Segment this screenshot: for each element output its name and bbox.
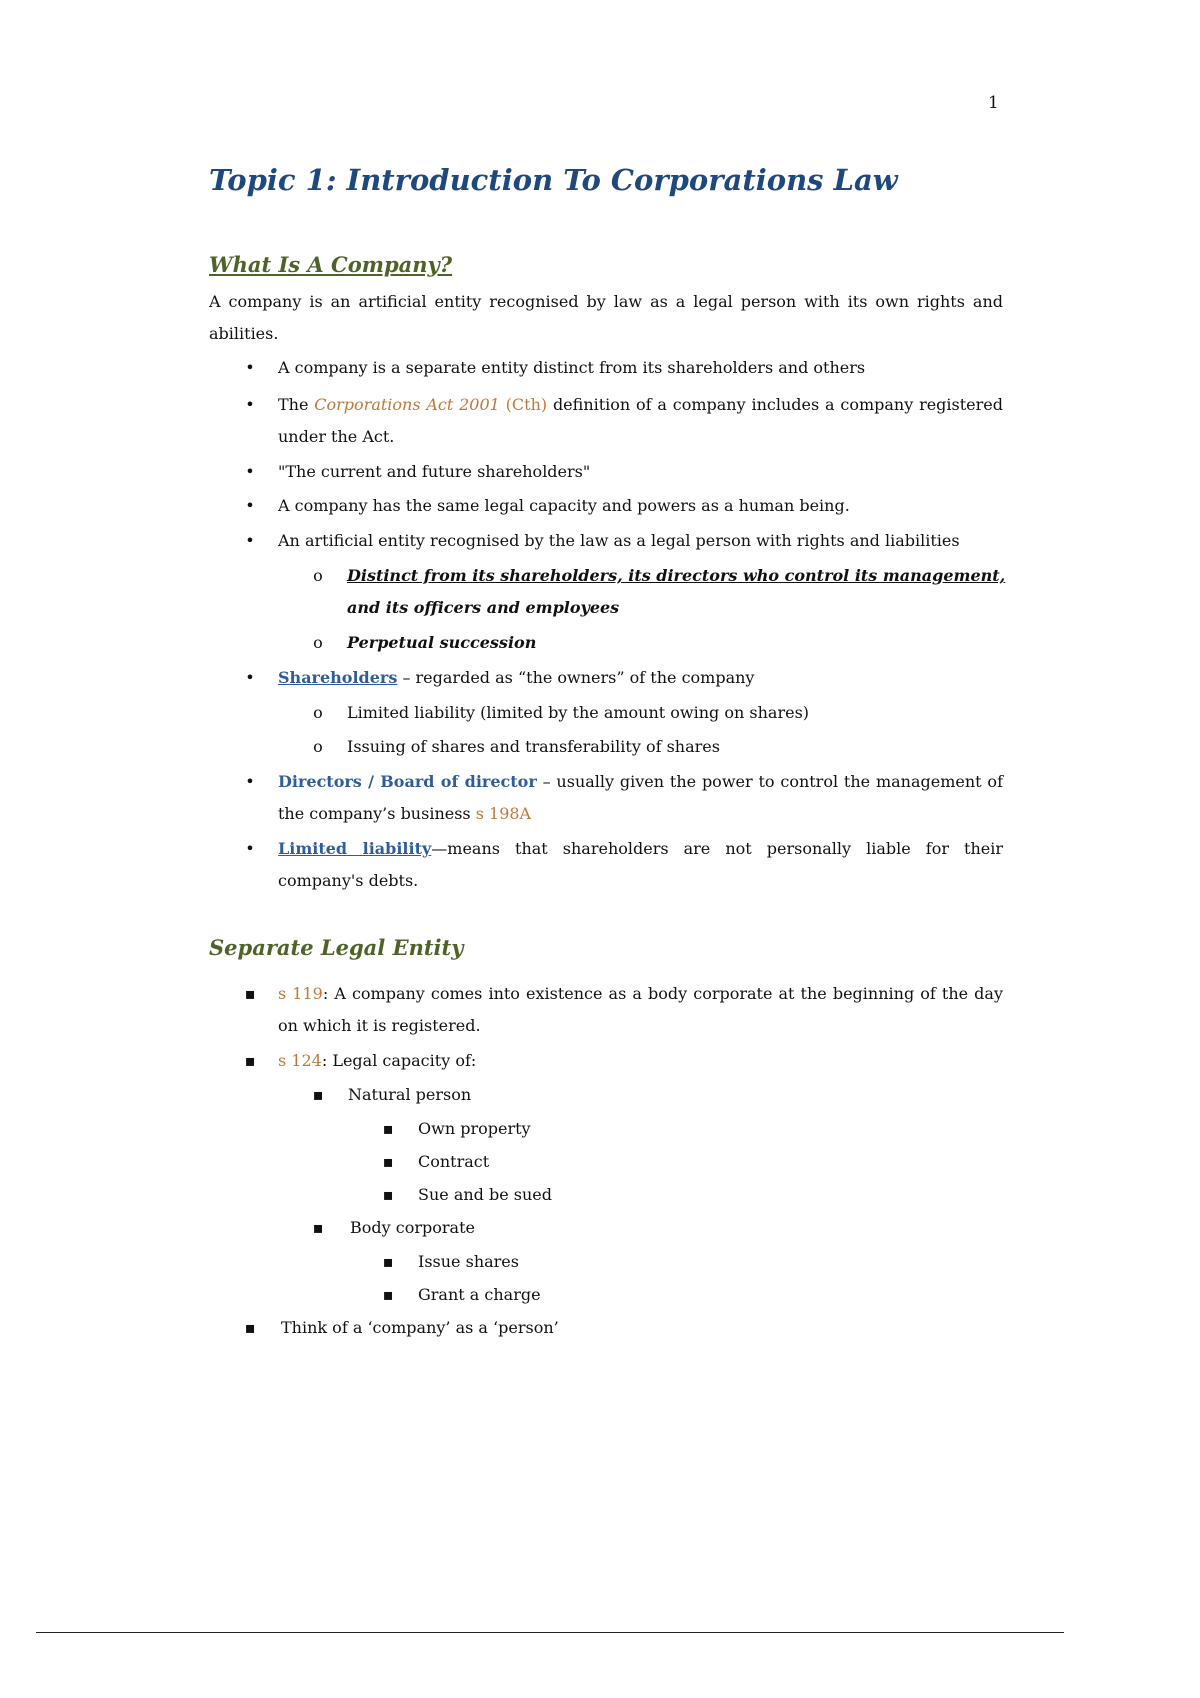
- sub-sub-list-item: Own property: [418, 1119, 531, 1138]
- sub-list-item: Natural person: [348, 1085, 472, 1104]
- list-item-text: – usually given the power to control the management of the company’s business: [278, 772, 1003, 823]
- sub-list-item-text: and its officers and employees: [347, 598, 620, 617]
- term-shareholders: Shareholders: [278, 668, 398, 687]
- bullet-square: ▪: [382, 1252, 394, 1271]
- bullet-circle: o: [313, 566, 323, 585]
- section-heading-what-is-a-company: What Is A Company?: [209, 252, 453, 277]
- bullet-square: ▪: [312, 1085, 324, 1104]
- page-title: Topic 1: Introduction To Corporations Law: [209, 163, 898, 197]
- sub-list-item: [347, 560, 1005, 624]
- sub-list-item: Perpetual succession: [347, 633, 537, 652]
- bullet-dot: •: [245, 496, 255, 515]
- list-item: [278, 389, 1003, 453]
- list-item-text: —means that shareholders are not personally liable for their company's debts.: [278, 839, 1004, 890]
- sub-sub-list-item: Grant a charge: [418, 1285, 541, 1304]
- list-item: A company is a separate entity distinct from its shareholders and others: [278, 358, 866, 377]
- bullet-circle: o: [313, 633, 323, 652]
- list-item: [278, 662, 754, 694]
- bullet-square: ▪: [382, 1285, 394, 1304]
- bullet-square: ▪: [244, 984, 256, 1003]
- list-item: "The current and future shareholders": [278, 462, 591, 481]
- list-item-text: : Legal capacity of:: [321, 1051, 477, 1070]
- list-item: Think of a ‘company’ as a ‘person’: [281, 1318, 559, 1337]
- act-citation: Corporations Act 2001: [314, 395, 500, 414]
- bullet-square: ▪: [312, 1218, 324, 1237]
- bullet-square: ▪: [382, 1152, 394, 1171]
- bullet-circle: o: [313, 703, 323, 722]
- bullet-square: ▪: [244, 1051, 256, 1070]
- list-item-text: The: [278, 395, 315, 414]
- intro-paragraph: A company is an artificial entity recognised by law as a legal person with its own rights and abilities.: [209, 292, 1003, 343]
- list-item: An artificial entity recognised by the law as a legal person with rights and liabilities: [278, 531, 960, 550]
- list-item: A company has the same legal capacity and powers as a human being.: [278, 496, 850, 515]
- bullet-dot: •: [245, 358, 255, 377]
- list-item-text: – regarded as “the owners” of the company: [397, 668, 755, 687]
- bullet-circle: o: [313, 737, 323, 756]
- bullet-square: ▪: [244, 1318, 256, 1337]
- bullet-dot: •: [245, 839, 255, 858]
- jurisdiction-citation: (Cth): [499, 395, 548, 414]
- bullet-dot: •: [245, 462, 255, 481]
- list-item-text: definition of a company includes a company registered under the Act.: [278, 395, 1004, 446]
- list-item: [278, 1045, 476, 1077]
- bullet-dot: •: [245, 395, 255, 414]
- bullet-dot: •: [245, 772, 255, 791]
- sub-sub-list-item: Issue shares: [418, 1252, 519, 1271]
- list-item: [278, 978, 1003, 1042]
- term-limited-liability: Limited liability: [278, 839, 432, 858]
- bullet-dot: •: [245, 531, 255, 550]
- bullet-square: ▪: [382, 1119, 394, 1138]
- sub-list-item: Issuing of shares and transferability of shares: [347, 737, 720, 756]
- term-directors: Directors / Board of director: [278, 772, 537, 791]
- section-citation: s 124: [278, 1051, 322, 1070]
- bullet-dot: •: [245, 668, 255, 687]
- list-item: [278, 766, 1003, 830]
- list-item-text: : A company comes into existence as a body corporate at the beginning of the day on which it is registered.: [278, 984, 1004, 1035]
- footer-divider: [36, 1632, 1064, 1633]
- section-heading-separate-legal-entity: Separate Legal Entity: [209, 935, 464, 960]
- list-item: [278, 833, 1003, 897]
- sub-sub-list-item: Sue and be sued: [418, 1185, 553, 1204]
- sub-list-item-text: Distinct from its shareholders, its directors who control its management,: [347, 566, 1006, 585]
- section-citation: s 119: [278, 984, 323, 1003]
- sub-list-item: Limited liability (limited by the amount owing on shares): [347, 703, 810, 722]
- section-citation: s 198A: [475, 804, 532, 823]
- sub-sub-list-item: Contract: [418, 1152, 490, 1171]
- sub-list-item: Body corporate: [350, 1218, 475, 1237]
- page-number: 1: [988, 93, 999, 113]
- bullet-square: ▪: [382, 1185, 394, 1204]
